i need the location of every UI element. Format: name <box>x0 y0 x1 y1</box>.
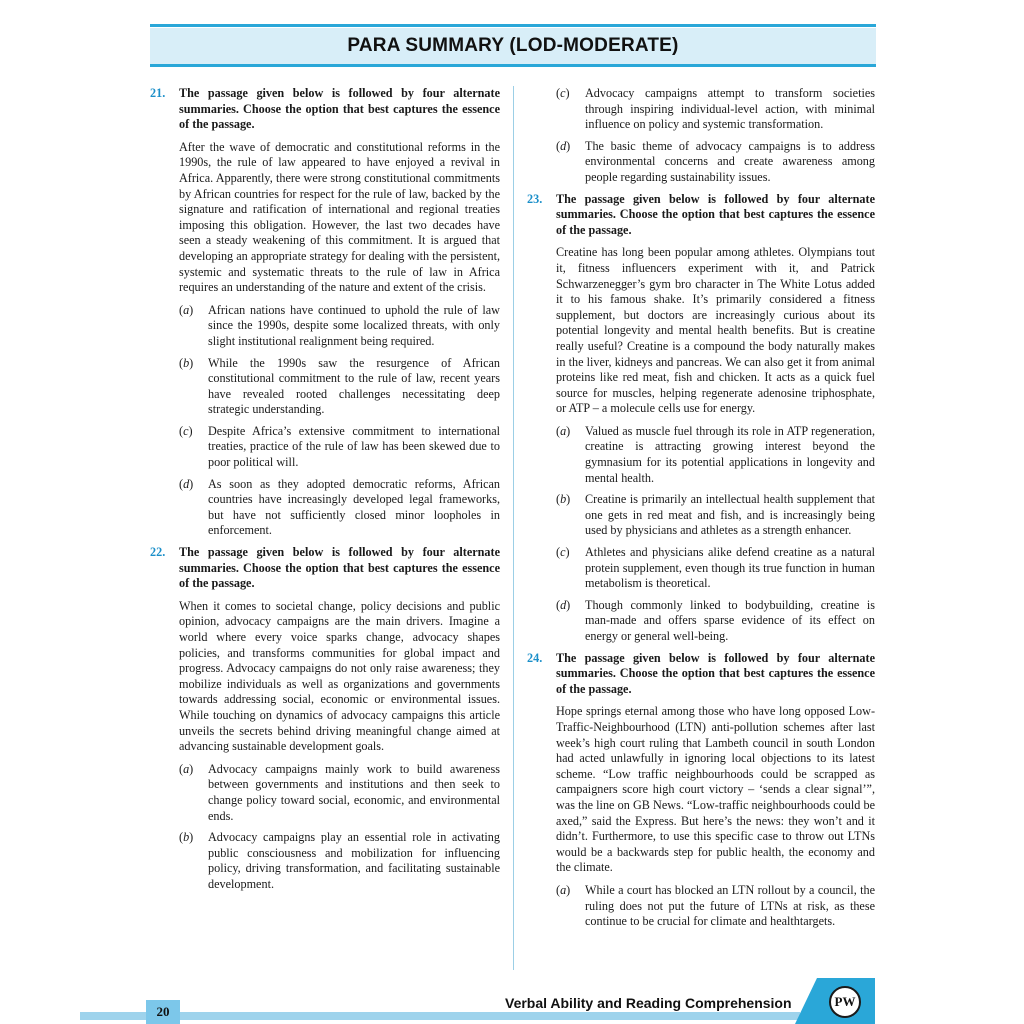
option-letter: (a) <box>179 761 194 776</box>
option-text: The basic theme of advocacy campaigns is to address environmental concerns and create awareness among people regarding sustainability issues. <box>585 138 875 184</box>
option-item <box>556 492 875 539</box>
option-text: Though commonly linked to bodybuilding, creatine is man-made and offers sparse evidence of its effect on energy or general well-being. <box>585 597 875 643</box>
book-title: Verbal Ability and Reading Comprehension <box>505 995 792 1011</box>
question-passage: After the wave of democratic and constitutional reforms in the 1990s, the rule of law appeared to have enjoyed a revival in Africa. Apparently, there were strong constitutional commitments by African countries for respect for the rule of law, backed by the signature and ratification of international and regional treaties imposing this obligation. However, the last two decades have seen a steady weakening of this commitment. It is argued that developing an appropriate strategy for dealing with the persistent, systemic and systematic threats to the rule of law in Africa requires an understanding of the nature and extent of the crisis. <box>179 139 500 295</box>
header-bottom-rule <box>150 64 876 67</box>
option-item <box>556 883 875 930</box>
option-letter: (b) <box>179 830 194 845</box>
option-text: Advocacy campaigns play an essential role in activating public consciousness and mobilization for influencing policy, driving transformation, and facilitating sustainable development. <box>208 830 500 891</box>
question-number: 23. <box>527 191 543 206</box>
option-letter: (a) <box>556 423 571 438</box>
page-title: PARA SUMMARY (LOD-MODERATE) <box>347 35 679 56</box>
question-22 <box>150 545 500 592</box>
option-item <box>556 139 875 186</box>
option-letter: (c) <box>556 545 570 560</box>
option-letter: (d) <box>556 138 571 153</box>
question-passage: When it comes to societal change, policy decisions and public opinion, advocacy campaigns are the main drivers. Imagine a world where every voice sparks change, advocacy shapes policies, and transforms communities for global impact and progress. Advocacy campaigns do not only raise awareness; they mobilize individuals as well as organizations and governments towards addressing social, economic or environmental issues. While touching on dynamics of advocacy campaigns this article unveils the secrets behind driving meaningful change aimed at advancing sustainable development goals. <box>179 598 500 754</box>
footer-bar <box>80 1012 800 1020</box>
right-column <box>527 86 875 936</box>
left-column <box>150 86 500 899</box>
option-item <box>179 762 500 824</box>
question-prompt: The passage given below is followed by four alternate summaries. Choose the option that best captures the essence of the passage. <box>556 191 875 237</box>
question-24 <box>527 651 875 698</box>
question-prompt: The passage given below is followed by four alternate summaries. Choose the option that best captures the essence of the passage. <box>179 86 500 132</box>
option-text: Valued as muscle fuel through its role in ATP regeneration, creatine is attracting growing interest beyond the gymnasium for its potential applications in longevity and mental health. <box>585 423 875 485</box>
option-letter: (d) <box>556 597 571 612</box>
option-text: Despite Africa’s extensive commitment to international treaties, practice of the rule of law has been skewed due to poor political will. <box>208 423 500 470</box>
question-number: 21. <box>150 86 166 100</box>
option-item <box>179 830 500 892</box>
option-item <box>179 356 500 418</box>
option-text: As soon as they adopted democratic reforms, African countries have increasingly developed legal frameworks, but have not sufficiently closed minor loopholes in enforcement. <box>208 476 500 538</box>
header-top-rule <box>150 24 876 27</box>
option-text: Advocacy campaigns attempt to transform societies through inspiring individual-level action, with minimal influence on policy and systemic transformation. <box>585 86 875 132</box>
option-text: Athletes and physicians alike defend creatine as a natural protein supplement, even though its true function in human metabolism is theoretical. <box>585 545 875 591</box>
option-letter: (a) <box>556 882 571 897</box>
question-passage: Hope springs eternal among those who have long opposed Low-Traffic-Neighbourhood (LTN) anti-pollution schemes after last week’s high court ruling that Lambeth council in south London had acted unlawfully in ignoring local objections to its latest scheme. “Low traffic neighbourhoods could be scrapped as campaigners score high court victory – ‘sends a clear signal’”, was the line on GB News. “Low-traffic neighbourhoods could be axed,” said the Express. But here’s the news: they won’t and it didn’t. Furthermore, to use this specific case to throw out LTNs would be a backwards step for public health, the economy and the climate. <box>556 704 875 875</box>
option-text: While the 1990s saw the resurgence of African constitutional commitment to the rule of law, recent years have revealed rooted challenges necessitating deep strategic understanding. <box>208 355 500 417</box>
question-passage: Creatine has long been popular among athletes. Olympians tout it, fitness influencers experiment with it, and Patrick Schwarzenegger’s gym bro character in The White Lotus added it to his famous shake. It’s primarily considered a fitness supplement, but doctors are increasingly curious about its potential longevity and mental health benefits. But is creatine really useful? Creatine is a compound the body naturally makes in the liver, kidneys and pancreas. We can also get it from animal proteins like red meat, fish and chicken. It acts as a quick fuel source for muscles, helping regenerate adenosine triphosphate, or ATP – a molecule cells use for energy. <box>556 245 875 416</box>
header-band <box>150 28 876 64</box>
question-prompt: The passage given below is followed by four alternate summaries. Choose the option that best captures the essence of the passage. <box>179 545 500 591</box>
option-letter: (b) <box>556 492 571 507</box>
option-text: African nations have continued to uphold the rule of law since the 1990s, despite some localized threats, with only slight institutional realignment being required. <box>208 302 500 348</box>
option-letter: (c) <box>556 86 570 100</box>
option-item <box>556 424 875 486</box>
option-text: Creatine is primarily an intellectual health supplement that one gets in red meat and fish, and is increasingly being used by physicians and athletes as a strength enhancer. <box>585 492 875 538</box>
option-letter: (a) <box>179 302 194 317</box>
option-text: While a court has blocked an LTN rollout by a council, the ruling does not put the future of LTNs at risk, as these continue to be crucial for climate and healthtargets. <box>585 882 875 929</box>
option-item <box>179 303 500 350</box>
question-number: 24. <box>527 650 543 665</box>
option-item <box>179 477 500 539</box>
option-item <box>556 545 875 592</box>
question-prompt: The passage given below is followed by four alternate summaries. Choose the option that best captures the essence of the passage. <box>556 650 875 696</box>
option-letter: (c) <box>179 423 193 438</box>
question-number: 22. <box>150 545 166 560</box>
option-letter: (d) <box>179 476 194 491</box>
question-21 <box>150 86 500 133</box>
option-item <box>556 86 875 133</box>
publisher-logo-icon: PW <box>829 986 861 1018</box>
option-item <box>179 424 500 471</box>
column-divider <box>513 86 514 970</box>
option-text: Advocacy campaigns mainly work to build awareness between governments and institutions and then seek to change policy toward social, economic, and environmental ends. <box>208 761 500 823</box>
option-item <box>556 598 875 645</box>
page-number: 20 <box>146 1000 180 1024</box>
option-letter: (b) <box>179 355 194 370</box>
question-23 <box>527 192 875 239</box>
